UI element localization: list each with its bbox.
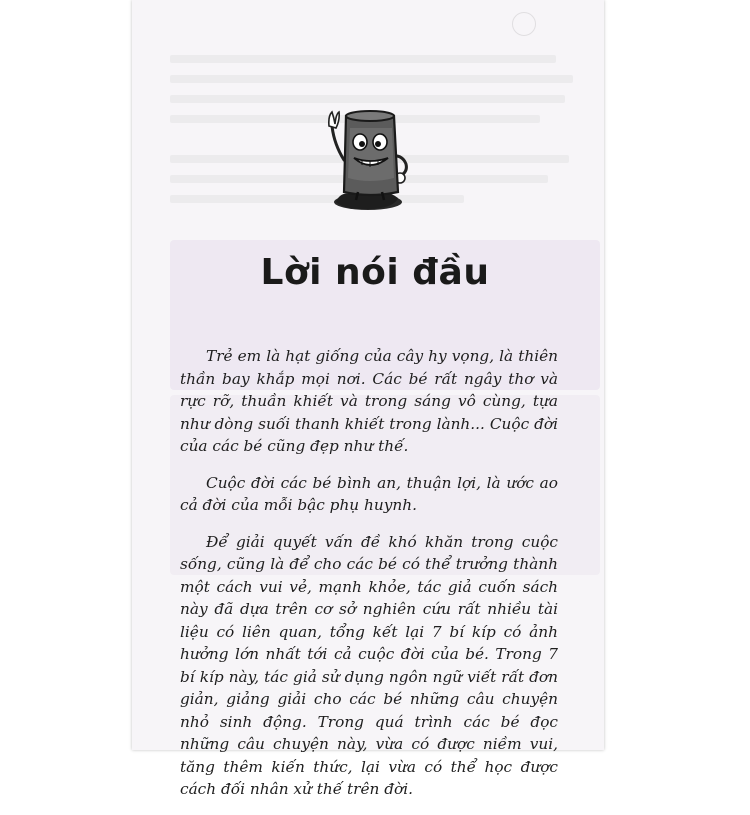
page-title: Lời nói đầu [260, 252, 490, 293]
paragraph: Để giải quyết vấn đề khó khăn trong cuộc sống, cũng là để cho các bé có thể trưởng thành một cách vui vẻ, mạnh khỏe, tác giả cuốn sách này đã dựa trên cơ sở nghiên cứu rất nhiều tài liệu có liên quan, tổng kết lại 7 bí kíp có ảnh hưởng lớn nhất tới cả cuộc đời của bé. Trong 7 bí kíp này, tác giả sử dụng ngôn ngữ viết rất đơn giản, giảng giải cho các bé những câu chuyện nhỏ sinh động. Trong quá trình các bé đọc những câu chuyện này, vừa có được niềm vui, tăng thêm kiến thức, lại vừa có thể học được cách đối nhân xử thế trên đời. [180, 532, 558, 798]
paragraph: Cuộc đời các bé bình an, thuận lợi, là ước ao cả đời của mỗi bậc phụ huynh. [180, 473, 558, 514]
pencil-mascot-icon [310, 98, 422, 216]
bleedthrough-page-number-circle [512, 12, 536, 36]
preface-body [180, 345, 558, 815]
paragraph: Trẻ em là hạt giống của cây hy vọng, là thiên thần bay khắp mọi nơi. Các bé rất ngây thơ và rực rỡ, thuần khiết và trong sáng vô cùng, tựa như dòng suối thanh khiết trong lành... Cuộc đời của các bé cũng đẹp như thế. [180, 347, 558, 455]
